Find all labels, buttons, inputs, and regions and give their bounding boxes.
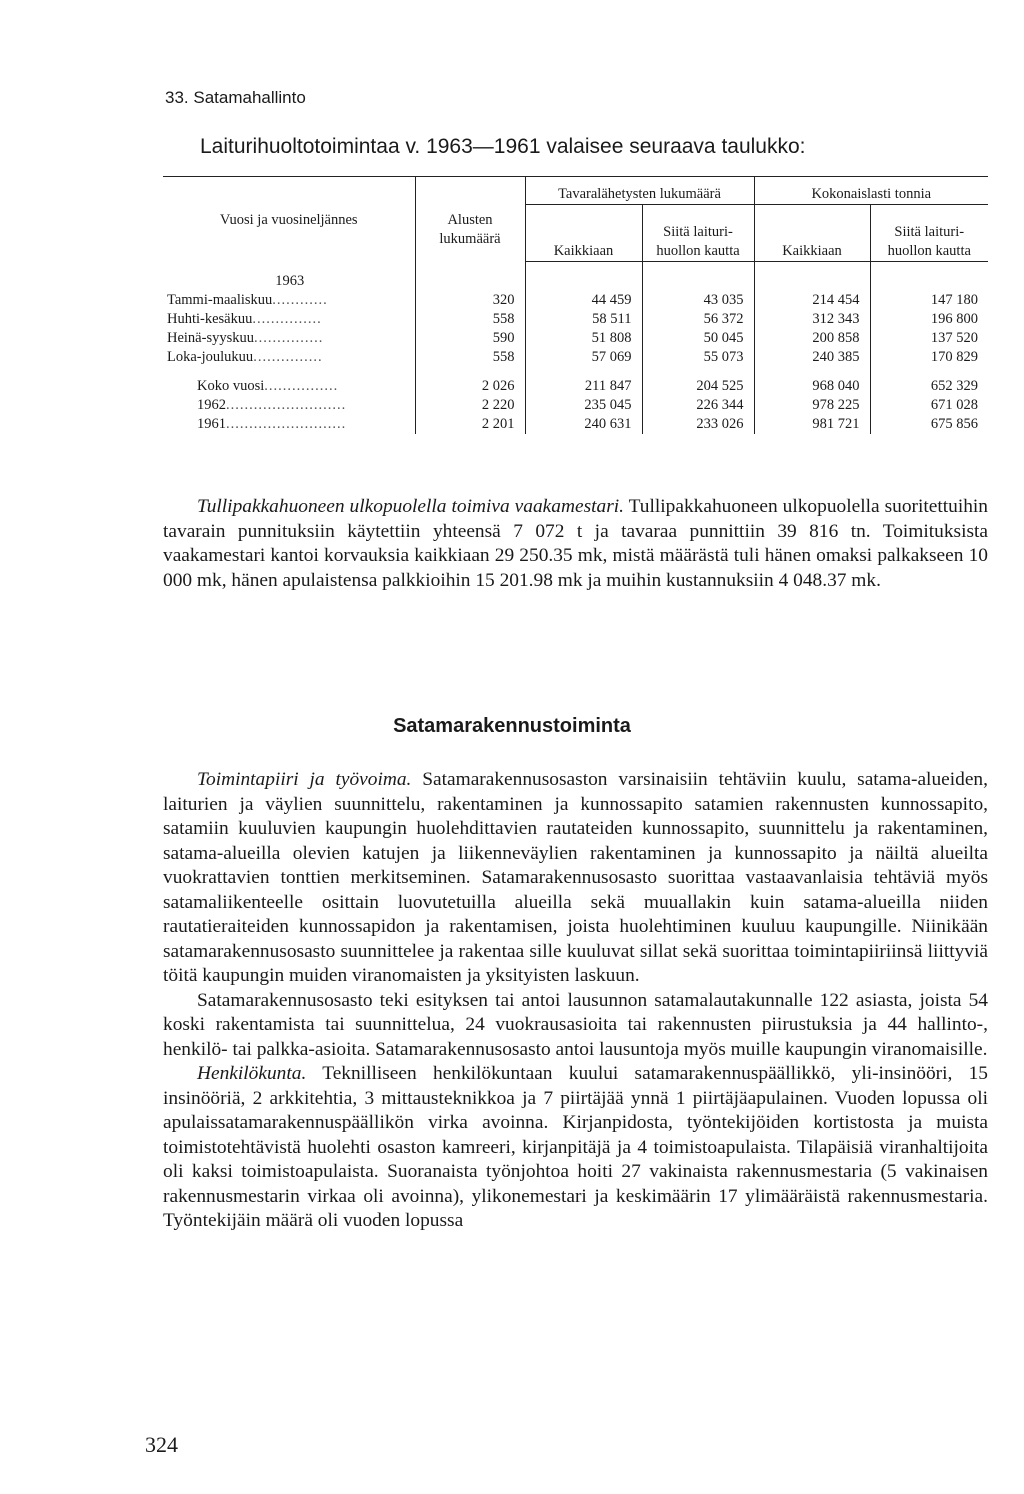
cell-cargo: 968 040 [754,377,870,396]
cell-shipments: 57 069 [525,348,642,367]
cell-cargo: 240 385 [754,348,870,367]
header-shipments-total: Kaikkiaan [525,205,642,262]
page-number: 324 [145,1432,178,1457]
header-cargo-total: Kaikkiaan [754,205,870,262]
scope-text: Satamarakennusosaston varsinaisiin tehtäviin kuulu, satama-alueiden, laiturien ja väylien suunnittelu, rakentaminen ja kunnossapito satamien rakennusten kunnossapito, satamiin kuuluvien kaupungin huolehdittavien rautateiden kunnossapito, suunnittelu ja rakentaminen, satama-alueilla olevien katujen ja liikenneväylien rakentaminen ja kunnossapito ja näiltä alueilta vuokrattavien tonttien merkitseminen. Satamarakennusosasto suorittaa vastaavanlaisia tehtäviä myös satamaliikenteelle osittain luovutetuilla alueilla sekä muuallakin kuin satama-alueilla niiden rautatieraiteiden kunnossapidon ja rakentamisen, joista huolehtiminen kuuluu kaupungille. Niinikään satamarakennusosasto suunnittelee ja rakentaa sille kuuluvat sillat sekä suorittaa toimintapiiriinsä liittyviä töitä kaupungin muiden viranomaisten ja yksityisten laskuun. [163,769,988,986]
header-shipments-quay: Siitä laituri-huollon kautta [642,205,754,262]
cell-shipments: 240 631 [525,415,642,434]
row-label: 1962 [197,397,226,413]
cell-cargo: 214 454 [754,291,870,310]
harbour-statistics-table [163,176,988,434]
header-cargo-quay: Siitä laituri-huollon kautta [870,205,988,262]
cell-shipments: 44 459 [525,291,642,310]
cell-shipments-quay: 204 525 [642,377,754,396]
cell-vessels: 2 220 [415,396,525,415]
cell-vessels: 2 026 [415,377,525,396]
cell-vessels: 590 [415,329,525,348]
cell-shipments-quay: 43 035 [642,291,754,310]
table-row: Tammi-maaliskuu............ 320 44 459 43 035 214 454 147 180 [163,291,988,310]
cell-cargo: 200 858 [754,329,870,348]
row-label: Koko vuosi [197,378,265,394]
cell-cargo: 981 721 [754,415,870,434]
cell-cargo-quay: 170 829 [930,349,978,365]
row-label: 1961 [197,416,226,432]
scope-lead: Toimintapiiri ja työvoima. [197,769,412,790]
cell-shipments-quay: 55 073 [642,348,754,367]
table-row: Loka-joulukuu............... 558 57 069 55 073 240 385 170 829 [163,348,988,367]
cell-vessels: 2 201 [415,415,525,434]
table-row: Heinä-syyskuu............... 590 51 808 50 045 200 858 137 520 [163,329,988,348]
table-row: Huhti-kesäkuu............... 558 58 511 56 372 312 343 196 800 [163,310,988,329]
header-cargo-group: Kokonaislasti tonnia [754,177,988,205]
weigher-paragraph [163,495,988,593]
cell-cargo-quay: 671 028 [930,397,978,413]
row-label: Loka-joulukuu [167,349,254,365]
body-text [163,768,988,1234]
cell-cargo-quay: 137 520 [930,330,978,346]
row-label: Tammi-maaliskuu [167,292,273,308]
staff-lead: Henkilökunta. [197,1063,307,1084]
cell-vessels: 558 [415,310,525,329]
cell-cargo: 978 225 [754,396,870,415]
cell-cargo-quay: 675 856 [930,416,978,432]
table-row: Koko vuosi................ 2 026 211 847 204 525 968 040 652 329 [163,377,988,396]
cell-shipments: 51 808 [525,329,642,348]
cell-cargo-quay: 652 329 [930,378,978,394]
cell-shipments-quay: 226 344 [642,396,754,415]
weigher-lead: Tullipakkahuoneen ulkopuolella toimiva vaakamestari. [197,496,624,517]
header-period: Vuosi ja vuosineljännes [163,177,415,262]
row-label: Heinä-syyskuu [167,330,254,346]
statements-paragraph: Satamarakennusosasto teki esityksen tai antoi lausunnon satamalautakunnalle 122 asiasta, joista 54 koski rakentamista tai suunnittelua, 24 vuokrausasioita tai rakennusten piirustuksia ja 44 hallinto-, henkilö- tai palkka-asioita. Satamarakennusosasto antoi lausuntoja myös muille kaupungin viranomaisille. [163,989,988,1060]
cell-shipments: 211 847 [525,377,642,396]
cell-shipments: 58 511 [525,310,642,329]
cell-vessels: 320 [415,291,525,310]
header-vessels: Alusten lukumäärä [415,177,525,262]
staff-text: Teknilliseen henkilökuntaan kuului satamarakennuspäällikkö, yli-insinööri, 15 insinööriä, 2 arkkitehtia, 3 mittausteknikkoa ja 7 piirtäjää ynnä 1 piirtäjäapulainen. Vuoden lopussa oli apulaissatamarakennuspäällikön virka avoinna. Kirjanpidosta, työntekijöiden kortistosta ja muista toimistotehtävistä huolehti osaston kamreeri, kirjanpitäjä ja 4 toimistoapulaista. Tilapäisiä viranhaltijoita oli kaksi toimistoapulaista. Suoranaista työnjohtoa hoiti 27 vakinaista rakennusmestaria (5 vakinaisen rakennusmestarin virkaa oli avoinna), ylikonemestari ja keskimäärin 17 ylimääräistä rakennusmestaria. Työntekijäin määrä oli vuoden lopussa [163,1063,988,1231]
weigher-text: Tullipakkahuoneen ulkopuolella suoritettuihin tavarain punnituksiin käytettiin yhteensä 7 072 t ja tavaraa punnittiin 39 816 tn. Toimituksista vaakamestari kantoi korvauksia kaikkiaan 29 250.35 mk, mistä määrästä tuli hänen omaksi palkakseen 10 000 mk, hänen apulaistensa palkkioihin 15 201.98 mk ja muihin kustannuksiin 4 048.37 mk. [163,496,988,591]
cell-shipments-quay: 233 026 [642,415,754,434]
year-heading: 1963 [163,272,415,291]
cell-cargo: 312 343 [754,310,870,329]
cell-cargo-quay: 196 800 [930,311,978,327]
intro-line: Laiturihuoltotoimintaa v. 1963—1961 valaisee seuraava taulukko: [200,135,806,158]
cell-shipments: 235 045 [525,396,642,415]
cell-vessels: 558 [415,348,525,367]
table-row: 1961.......................... 2 201 240 631 233 026 981 721 675 856 [163,415,988,434]
row-label: Huhti-kesäkuu [167,311,253,327]
cell-cargo-quay: 147 180 [930,292,978,308]
header-shipments-group: Tavaralähetysten lukumäärä [525,177,754,205]
cell-shipments-quay: 56 372 [642,310,754,329]
table-row: 1962.......................... 2 220 235 045 226 344 978 225 671 028 [163,396,988,415]
cell-shipments-quay: 50 045 [642,329,754,348]
section-title: Satamarakennustoiminta [393,715,631,737]
running-head: 33. Satamahallinto [165,88,306,107]
